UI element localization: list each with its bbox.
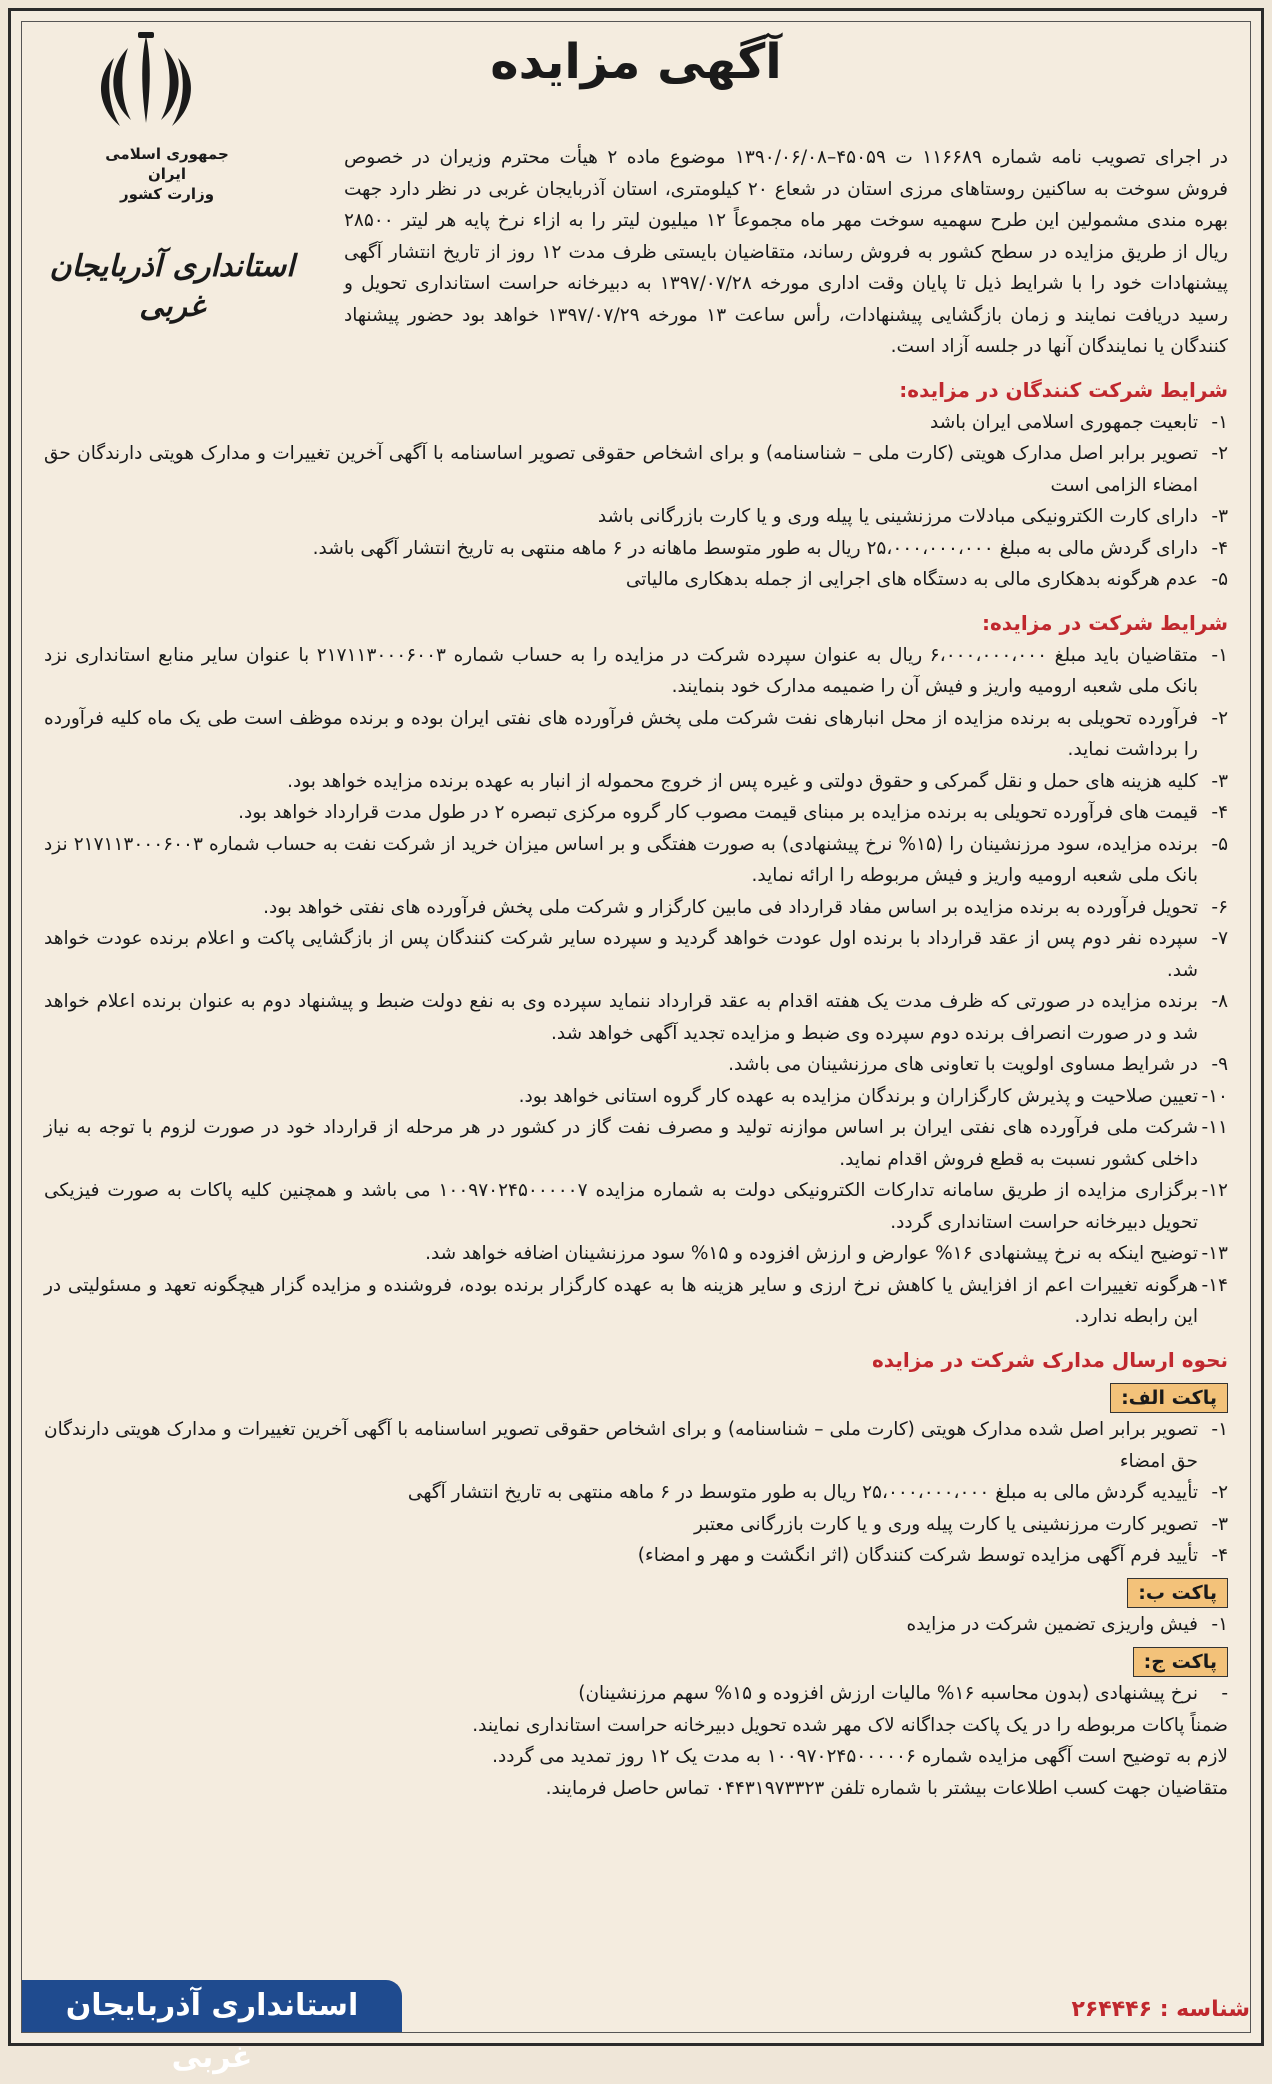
item-number: ۲- <box>1211 707 1228 729</box>
notes-block <box>44 1710 1228 1805</box>
item-number: ۹- <box>1211 1054 1228 1075</box>
item-number: ۴- <box>1211 1545 1228 1566</box>
item-number: ۱- <box>1211 411 1228 433</box>
item-text: برنده مزایده، سود مرزنشینان را (۱۵% نرخ پیشنهادی) به صورت هفتگی و بر اساس میزان خرید از شرکت نفت به حساب شماره ۲۱۷۱۱۳۰۰۰۶۰۰۳ نزد بانک ملی شعبه ارومیه واریز و فیش مربوطه را ارائه نماید. <box>44 833 1198 886</box>
note-line: لازم به توضیح است آگهی مزایده شماره ۱۰۰۹۷۰۲۴۵۰۰۰۰۰۶ به مدت یک ۱۲ روز تمدید می گردد. <box>492 1746 1228 1767</box>
list-item <box>44 1081 1228 1113</box>
item-number: ۶- <box>1211 896 1228 918</box>
packet-a-list <box>44 1414 1228 1572</box>
province-logo-text: استانداری آذربایجان غربی <box>49 249 295 324</box>
notice-header <box>44 22 1228 142</box>
item-number: ۱- <box>1211 1419 1228 1440</box>
list-item <box>44 1112 1228 1175</box>
section-documents-heading: نحوه ارسال مدارک شرکت در مزایده <box>871 1347 1228 1372</box>
list-item <box>44 1609 1228 1641</box>
list-item <box>44 1678 1228 1710</box>
page-title: آگهی مزایده <box>490 34 782 90</box>
item-number: ۸- <box>1211 991 1228 1012</box>
packet-c-label: پاکت ج: <box>1133 1647 1228 1677</box>
item-text: متقاضیان باید مبلغ ۶،۰۰۰،۰۰۰،۰۰۰ ریال به عنوان سپرده شرکت در مزایده را به حساب شماره ۲۱۷۱۱۳۰۰۰۶۰۰۳ با عنوان سایر منابع استانداری نزد بانک ملی شعبه ارومیه واریز و فیش آن را ضمیمه مدارک خود بنمایند. <box>44 644 1198 697</box>
item-text: فیش واریزی تضمین شرکت در مزایده <box>906 1614 1198 1635</box>
list-item <box>44 766 1228 798</box>
notice-footer <box>22 1974 1250 2075</box>
section-participants-heading: شرایط شرکت کنندگان در مزایده: <box>899 377 1228 402</box>
item-number: ۱- <box>1211 1614 1228 1635</box>
packet-a-label: پاکت الف: <box>1110 1383 1228 1413</box>
list-item <box>44 640 1228 703</box>
intro-paragraph: در اجرای تصویب نامه شماره ۱۱۶۶۸۹ ت ۴۵۰۵۹–۱۳۹۰/۰۶/۰۸ موضوع ماده ۲ هیأت محترم وزیران در خصوص فروش سوخت به ساکنین روستاهای مرزی استان در شعاع ۲۰ کیلومتری، استان آذربایجان غربی در نظر دارد جهت بهره مندی مشمولین این طرح سهمیه سوخت مهر ماه مجموعاً ۱۲ میلیون لیتر را به ازاء نرخ پایه هر لیتر ۲۸۵۰۰ ریال از طریق مزایده در سطح کشور به فروش رساند، متقاضیان بایستی ظرف مدت ۱۲ روز از تاریخ انتشار آگهی پیشنهادات خود را با شرایط ذیل تا پایان وقت اداری مورخه ۱۳۹۷/۰۷/۲۸ به دبیرخانه حراست استانداری تحویل و رسید دریافت نمایند و زمان بازگشایی پیشنهادات، رأس ساعت ۱۳ مورخه ۱۳۹۷/۰۷/۲۹ خواهد بود حضور پیشنهاد کنندگان یا نمایندگان آنها در جلسه آزاد است. <box>344 147 1228 357</box>
item-number: ۱- <box>1211 644 1228 666</box>
note-line: متقاضیان جهت کسب اطلاعات بیشتر با شماره تلفن ۰۴۴۳۱۹۷۳۳۲۳ تماس حاصل فرمایند. <box>545 1777 1228 1799</box>
item-text: کلیه هزینه های حمل و نقل گمرکی و حقوق دولتی و غیره پس از خروج محموله از انبار به عهده برنده مزایده خواهد بود. <box>287 770 1198 792</box>
item-number: ۱۳- <box>1201 1243 1228 1264</box>
notice-content <box>44 22 1228 2032</box>
item-text: سپرده نفر دوم پس از عقد قرارداد با برنده اول عودت خواهد گردید و سپرده سایر شرکت کنندگان پس از بازگشایی پاکت و اعلام برنده عودت خواهد شد. <box>44 928 1198 981</box>
item-number: ۱۴- <box>1201 1274 1228 1296</box>
ministry-line-1: جمهوری اسلامی ایران <box>105 145 229 183</box>
item-number: ۴- <box>1211 537 1228 559</box>
item-text: تأیید فرم آگهی مزایده توسط شرکت کنندگان (اثر انگشت و مهر و امضاء) <box>637 1545 1198 1566</box>
item-number: ۱۲- <box>1201 1180 1228 1201</box>
list-item <box>44 1509 1228 1541</box>
item-text: شرکت ملی فرآورده های نفتی ایران بر اساس موازنه تولید و مصرف نفت گاز در کشور در هر مرحله از قرارداد خود در صورت لزوم با توجه به نیاز داخلی کشور نسبت به قطع فروش اقدام نماید. <box>44 1117 1198 1170</box>
list-item <box>44 533 1228 565</box>
item-number: ۳- <box>1211 770 1228 792</box>
list-item <box>44 1049 1228 1081</box>
list-item <box>44 797 1228 829</box>
list-item <box>44 407 1228 439</box>
list-item <box>44 1238 1228 1270</box>
item-text: تحویل فرآورده به برنده مزایده بر اساس مفاد قرارداد فی مابین کارگزار و شرکت ملی پخش فرآورده های نفتی خواهد بود. <box>263 896 1198 918</box>
item-number: ۴- <box>1211 802 1228 823</box>
item-text: برنده مزایده در صورتی که ظرف مدت یک هفته اقدام به عقد قرارداد ننماید سپرده وی به نفع دولت ضبط و پیشنهاد دوم به عنوان برنده اعلام خواهد شد و در صورت انصراف برنده دوم سپرده وی ضبط و مزایده تجدید آگهی خواهد شد. <box>44 991 1198 1044</box>
section-conditions-heading: شرایط شرکت در مزایده: <box>981 610 1228 635</box>
item-text: دارای گردش مالی به مبلغ ۲۵،۰۰۰،۰۰۰،۰۰۰ ریال به طور متوسط ماهانه در ۶ ماهه منتهی به تاریخ انتشار آگهی باشد. <box>312 537 1198 559</box>
notice-page <box>8 8 1264 2075</box>
item-text: دارای کارت الکترونیکی مبادلات مرزنشینی یا پیله وری و یا کارت بازرگانی باشد <box>597 506 1198 527</box>
list-item <box>44 1175 1228 1238</box>
item-text: فرآورده تحویلی به برنده مزایده از محل انبارهای نفت شرکت ملی پخش فرآورده های نفتی ایران بوده و برنده موظف است طی یک ماه کلیه فرآورده را برداشت نماید. <box>44 707 1198 760</box>
item-text: هرگونه تغییرات اعم از افزایش یا کاهش نرخ ارزی و سایر هزینه ها به عهده کارگزار برنده بوده، فروشنده و مزایده گزار هیچگونه تعهد و مسئولیتی در این رابطه ندارد. <box>44 1274 1198 1327</box>
ministry-line-2: وزارت کشور <box>119 185 215 203</box>
participant-conditions-list <box>44 407 1228 596</box>
item-text: تعیین صلاحیت و پذیرش کارگزاران و برندگان مزایده به عهده کار گروه استانی خواهد بود. <box>518 1085 1198 1107</box>
item-text: قیمت های فرآورده تحویلی به برنده مزایده بر مبنای قیمت مصوب کار گروه مرکزی تبصره ۲ در طول مدت قرارداد خواهد بود. <box>238 802 1198 823</box>
item-text: تابعیت جمهوری اسلامی ایران باشد <box>930 411 1198 433</box>
item-number: ۲- <box>1211 1482 1228 1503</box>
item-number: ۵- <box>1211 833 1228 855</box>
item-number: ۷- <box>1211 928 1228 949</box>
list-item <box>44 438 1228 501</box>
item-text: برگزاری مزایده از طریق سامانه تدارکات الکترونیکی دولت به شماره مزایده ۱۰۰۹۷۰۲۴۵۰۰۰۰۰۷ می باشد و همچنین کلیه پاکات به صورت فیزیکی تحویل دبیرخانه حراست استانداری گردد. <box>44 1180 1198 1233</box>
item-text: تأییدیه گردش مالی به مبلغ ۲۵،۰۰۰،۰۰۰،۰۰۰ ریال به طور متوسط در ۶ ماهه منتهی به تاریخ انتشار آگهی <box>407 1482 1198 1503</box>
item-number: ۲- <box>1211 443 1228 464</box>
list-item <box>44 829 1228 892</box>
item-text: تصویر برابر اصل شده مدارک هویتی (کارت ملی – شناسنامه) و برای اشخاص حقوقی تصویر اساسنامه با آگهی آخرین تغییرات و مدارک هویتی دارندگان حق امضاء <box>44 1419 1198 1472</box>
item-number: ۱۰- <box>1201 1085 1228 1107</box>
item-number: ۳- <box>1211 506 1228 527</box>
packet-b-list <box>44 1609 1228 1641</box>
item-text: تصویر کارت مرزنشینی یا کارت پیله وری و یا کارت بازرگانی معتبر <box>694 1513 1198 1535</box>
notice-frame <box>21 21 1251 2075</box>
province-badge: استانداری آذربایجان غربی <box>22 1980 402 2032</box>
packet-b-label: پاکت ب: <box>1127 1578 1228 1608</box>
item-text: نرخ پیشنهادی (بدون محاسبه ۱۶% مالیات ارزش افزوده و ۱۵% سهم مرزنشینان) <box>578 1683 1198 1704</box>
list-item <box>44 564 1228 596</box>
list-item <box>44 986 1228 1049</box>
item-text: در شرایط مساوی اولویت با تعاونی های مرزنشینان می باشد. <box>728 1054 1198 1075</box>
note-line: ضمناً پاکات مربوطه را در یک پاکت جداگانه لاک مهر شده تحویل دبیرخانه حراست استانداری نمایند. <box>472 1714 1228 1736</box>
item-text: تصویر برابر اصل مدارک هویتی (کارت ملی – شناسنامه) و برای اشخاص حقوقی تصویر اساسنامه با آگهی آخرین تغییرات و مدارک هویتی دارندگان حق امضاء الزامی است <box>44 443 1198 496</box>
auction-conditions-list <box>44 640 1228 1333</box>
item-number: - <box>1221 1683 1228 1704</box>
item-text: عدم هرگونه بدهکاری مالی به دستگاه های اجرایی از جمله بدهکاری مالیاتی <box>625 569 1198 590</box>
list-item <box>44 1270 1228 1333</box>
list-item <box>44 501 1228 533</box>
list-item <box>44 1414 1228 1477</box>
list-item <box>44 703 1228 766</box>
item-number: ۱۱- <box>1201 1117 1228 1138</box>
item-text: توضیح اینکه به نرخ پیشنهادی ۱۶% عوارض و ارزش افزوده و ۱۵% سود مرزنشینان اضافه خواهد شد. <box>425 1243 1198 1264</box>
list-item <box>44 1477 1228 1509</box>
intro-paragraph-wrap <box>344 142 1228 363</box>
notice-id: شناسه : ۲۶۴۴۴۶ <box>1071 1997 1250 2022</box>
list-item <box>44 892 1228 924</box>
packet-c-list <box>44 1678 1228 1710</box>
list-item <box>44 1540 1228 1572</box>
item-number: ۵- <box>1211 569 1228 590</box>
list-item <box>44 923 1228 986</box>
item-number: ۳- <box>1211 1513 1228 1535</box>
